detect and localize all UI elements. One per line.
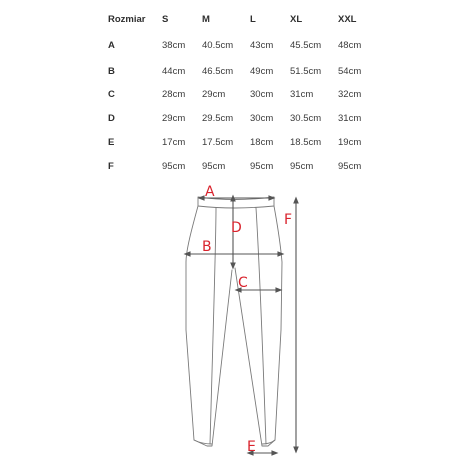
table-cell: 17cm (162, 137, 186, 148)
table-cell: 32cm (338, 89, 362, 100)
table-cell: 40.5cm (202, 40, 234, 51)
table-cell: 38cm (162, 40, 186, 51)
label-b: B (202, 239, 212, 255)
header-s: S (162, 14, 169, 25)
table-cell: 29.5cm (202, 113, 234, 124)
table-cell: 31cm (338, 113, 362, 124)
arrow-head (231, 263, 235, 268)
arrow-head (199, 196, 204, 200)
table-cell: 43cm (250, 40, 274, 51)
row-label-f: F (108, 161, 114, 172)
arrow-head (294, 447, 298, 452)
arrow-head (294, 198, 298, 203)
right-seam (256, 208, 266, 444)
table-cell: 51.5cm (290, 66, 322, 77)
arrow-head (269, 196, 274, 200)
arrow-head (278, 252, 283, 256)
table-cell: 17.5cm (202, 137, 234, 148)
arrow-head (272, 451, 277, 455)
table-cell: 49cm (250, 66, 274, 77)
right-leg (235, 206, 282, 446)
table-cell: 95cm (338, 161, 362, 172)
table-cell: 30.5cm (290, 113, 322, 124)
arrow-head (276, 288, 281, 292)
row-label-a: A (108, 40, 115, 51)
table-cell: 95cm (290, 161, 314, 172)
table-cell: 44cm (162, 66, 186, 77)
header-m: M (202, 14, 210, 25)
table-cell: 18.5cm (290, 137, 322, 148)
header-xl: XL (290, 14, 303, 25)
row-label-d: D (108, 113, 115, 124)
table-cell: 29cm (202, 89, 226, 100)
label-f: F (284, 212, 293, 228)
label-e: E (247, 439, 256, 455)
left-hem (194, 440, 212, 444)
row-label-b: B (108, 66, 115, 77)
table-cell: 95cm (202, 161, 226, 172)
arrow-head (185, 252, 190, 256)
table-cell: 45.5cm (290, 40, 322, 51)
table-cell: 46.5cm (202, 66, 234, 77)
header-size-label: Rozmiar (108, 14, 146, 25)
table-cell: 30cm (250, 113, 274, 124)
table-cell: 18cm (250, 137, 274, 148)
row-label-c: C (108, 89, 115, 100)
table-cell: 54cm (338, 66, 362, 77)
label-a: A (205, 184, 215, 200)
header-l: L (250, 14, 256, 25)
table-cell: 95cm (250, 161, 274, 172)
label-d: D (231, 220, 242, 236)
table-cell: 48cm (338, 40, 362, 51)
label-c: C (238, 275, 248, 291)
table-cell: 28cm (162, 89, 186, 100)
table-cell: 30cm (250, 89, 274, 100)
table-cell: 95cm (162, 161, 186, 172)
table-cell: 31cm (290, 89, 314, 100)
table-cell: 19cm (338, 137, 362, 148)
table-cell: 29cm (162, 113, 186, 124)
header-xxl: XXL (338, 14, 357, 25)
arrow-head (231, 196, 235, 201)
row-label-e: E (108, 137, 115, 148)
